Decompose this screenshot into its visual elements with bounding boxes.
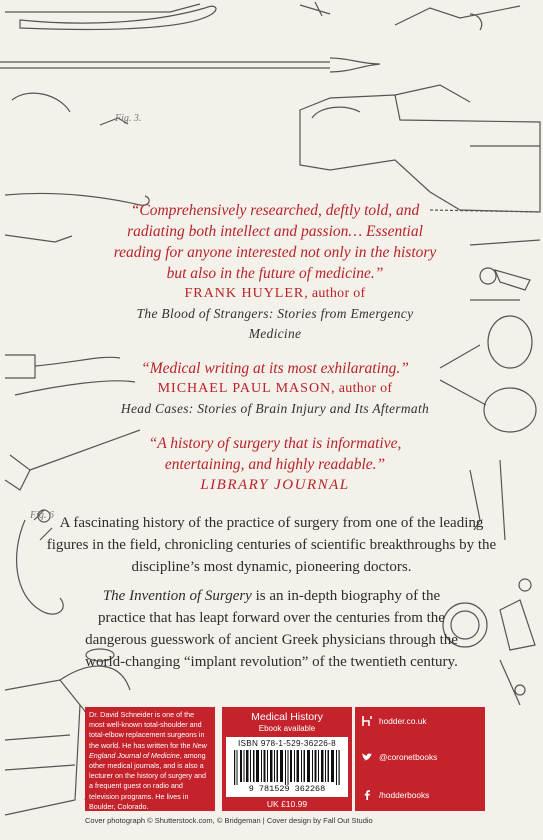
fig-label-1: Fig. 3. bbox=[115, 113, 142, 124]
twitter-row bbox=[361, 751, 437, 763]
facebook-handle: /hodderbooks bbox=[379, 790, 430, 800]
quote-3-name: LIBRARY JOURNAL bbox=[200, 477, 350, 493]
category-label: Medical History bbox=[251, 711, 323, 723]
barcode-number: 9 781529 362268 bbox=[248, 784, 326, 794]
quote-1-name: FRANK HUYLER bbox=[184, 286, 305, 301]
hodder-logo-icon bbox=[361, 715, 373, 727]
blurb-paragraph-1: A fascinating history of the practice of surgery from one of the leading figures in the field, chronicling centuries of scientific breakthroughs by the discipline’s most dynamic, pioneering doctors. bbox=[46, 515, 497, 575]
blurb-paragraph-2-rest: is an in-depth biography of the practice that has leapt forward over the centuries from the dangerous guesswork of ancient Greek physicians through the world-changing “implant revolution” of the twentieth century. bbox=[85, 588, 458, 670]
ebook-label: Ebook available bbox=[258, 724, 316, 733]
website-text: hodder.co.uk bbox=[379, 716, 427, 726]
quote-2-attribution bbox=[110, 379, 440, 419]
barcode bbox=[226, 737, 348, 797]
quote-2-suffix: , author of bbox=[331, 381, 393, 396]
bio-journal: New England Journal of Medicine bbox=[89, 740, 207, 760]
quote-2-name: MICHAEL PAUL MASON bbox=[157, 381, 332, 396]
quote-2-book: Head Cases: Stories of Brain Injury and Its Aftermath bbox=[120, 401, 430, 416]
bio-text-1: Dr. David Schneider is one of the most well-known total-shoulder and total-elbow replacement surgeons in the world. He has written for the bbox=[89, 710, 205, 750]
facebook-icon bbox=[361, 789, 373, 801]
quote-1-text: “Comprehensively researched, deftly told, and radiating both intellect and passion… Essential reading for anyone interested not only in the history but also in the future of medicine.” bbox=[113, 202, 437, 282]
website-row bbox=[361, 715, 427, 727]
publisher-social-panel bbox=[355, 707, 485, 811]
quote-3-text: “A history of surgery that is informative, entertaining, and highly readable.” bbox=[148, 435, 402, 473]
book-title: The Invention of Surgery bbox=[102, 588, 252, 604]
twitter-icon bbox=[361, 751, 373, 763]
review-quotes bbox=[110, 200, 440, 495]
fig-label-2: Fig. 6 bbox=[30, 510, 54, 521]
bio-text-2: , among other medical journals, and is also a lecturer on the history of surgery and a frequent guest on radio and television programs. He lives in Boulder, Colorado. bbox=[89, 750, 207, 811]
price-label: UK £10.99 bbox=[266, 799, 308, 809]
cover-credits: Cover photograph © Shutterstock.com, © Bridgeman | Cover design by Fall Out Studio bbox=[85, 816, 373, 825]
quote-2-text: “Medical writing at its most exhilarating.” bbox=[141, 360, 409, 377]
isbn-text: ISBN 978-1-529-36226-8 bbox=[237, 739, 337, 748]
quote-1-book: The Blood of Strangers: Stories from Emergency Medicine bbox=[136, 306, 414, 341]
quote-1-attribution bbox=[110, 284, 440, 344]
twitter-handle: @coronetbooks bbox=[379, 752, 438, 762]
barcode-bars bbox=[232, 750, 342, 785]
category-barcode-panel bbox=[222, 707, 352, 811]
quote-1-suffix: , author of bbox=[304, 286, 366, 301]
author-bio-panel bbox=[85, 707, 215, 811]
facebook-row bbox=[361, 789, 429, 801]
blurb-paragraph-2 bbox=[80, 585, 463, 673]
